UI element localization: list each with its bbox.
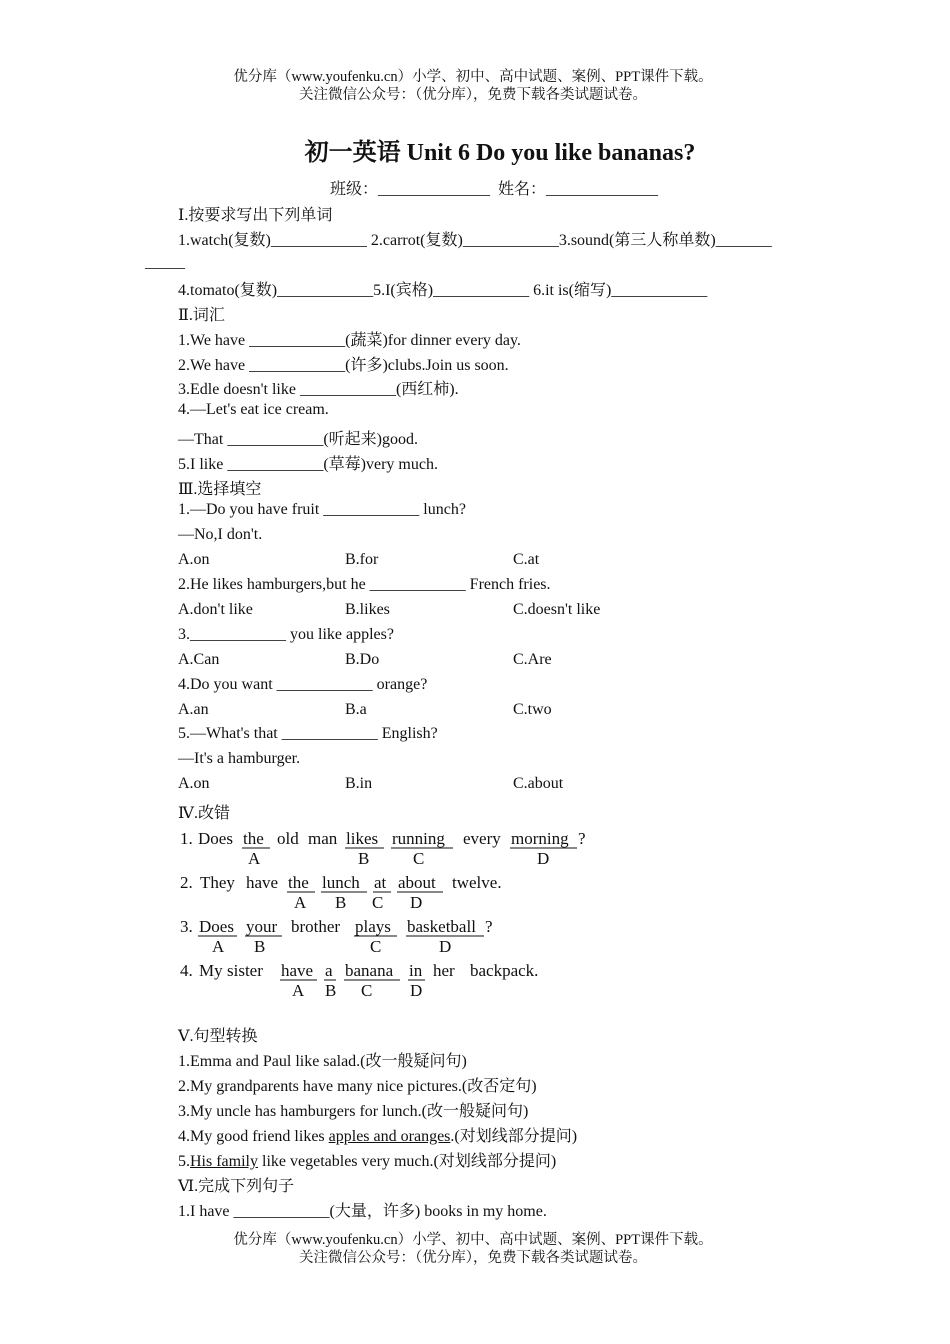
header-line-2: 关注微信公众号：（优分库），免费下载各类试题试卷。 [299, 87, 647, 103]
word-underlined: basketball [407, 917, 476, 936]
word-underlined: have [281, 961, 314, 980]
vocab-item: 4.—Let's eat ice cream. [178, 401, 329, 418]
choice-answer-line: —It's a hamburger. [178, 750, 301, 767]
word-underlined: banana [345, 961, 394, 980]
sentence-number: 1. [180, 829, 193, 848]
error-correction-image [180, 826, 620, 1006]
page-title: 初一英语 Unit 6 Do you like bananas? [304, 140, 696, 166]
page-header [0, 68, 950, 104]
option-mark: A [212, 937, 225, 956]
option-mark: C [413, 849, 425, 868]
section-4-heading: Ⅳ.改错 [178, 805, 230, 822]
choice-question: 5.—What's that ____________ English? [178, 725, 438, 742]
choice-option-a: A.on [178, 775, 210, 792]
vocab-item: —That ____________(听起来)good. [178, 431, 418, 448]
choice-question: 4.Do you want ____________ orange? [178, 676, 428, 693]
section-1-heading: Ⅰ.按要求写出下列单词 [178, 207, 333, 224]
word-underlined: at [374, 873, 387, 892]
word: They [200, 873, 235, 892]
word-underlined: Does [199, 917, 234, 936]
choice-option-c: C.two [513, 701, 552, 718]
transform-item: 5.His family like vegetables very much.(对划线部分提问) [178, 1153, 557, 1170]
transform-item: 4.My good friend likes apples and oranges.(对划线部分提问) [178, 1128, 578, 1145]
option-mark: A [248, 849, 261, 868]
correction-sentence-4 [180, 961, 538, 1000]
vocab-item: 1.We have ____________(蔬菜)for dinner every day. [178, 332, 521, 349]
word-underlined: plays [355, 917, 391, 936]
underlined-phrase: His family [190, 1153, 258, 1170]
sentence-number: 2. [180, 873, 193, 892]
section-6-heading: Ⅵ.完成下列句子 [178, 1178, 295, 1195]
word: ? [485, 917, 493, 936]
choice-question: 3.____________ you like apples? [178, 626, 394, 643]
choice-option-b: B.in [345, 775, 373, 792]
word: ? [578, 829, 586, 848]
choice-option-b: B.a [345, 701, 367, 718]
option-mark: D [410, 981, 423, 1000]
word: brother [291, 917, 341, 936]
sentence-number: 4. [180, 961, 193, 980]
option-mark: C [370, 937, 382, 956]
word-underlined: likes [346, 829, 379, 848]
option-mark: C [361, 981, 373, 1000]
transform-item: 1.Emma and Paul like salad.(改一般疑问句) [178, 1053, 467, 1070]
word-underlined: your [246, 917, 278, 936]
word: Does [198, 829, 233, 848]
underlined-phrase: apples and oranges [328, 1128, 451, 1145]
sentence-number: 3. [180, 917, 193, 936]
choice-question: 2.He likes hamburgers,but he ____________ French fries. [178, 576, 551, 593]
word-underlined: a [325, 961, 333, 980]
correction-sentence-2 [180, 873, 502, 912]
vocab-item: 3.Edle doesn't like ____________(西红柿). [178, 381, 459, 398]
word-underlined: in [409, 961, 423, 980]
choice-option-b: B.for [345, 551, 379, 568]
word-underlined: morning [511, 829, 569, 848]
section-3-heading: Ⅲ.选择填空 [178, 481, 262, 498]
transform-item: 2.My grandparents have many nice pictures.(改否定句) [178, 1078, 537, 1095]
word: man [308, 829, 338, 848]
choice-option-a: A.don't like [178, 601, 253, 618]
choice-option-b: B.Do [345, 651, 380, 668]
option-mark: A [294, 893, 307, 912]
word-underlined: lunch [322, 873, 360, 892]
section-1-row-1: 1.watch(复数)____________ 2.carrot(复数)____________3.sound(第三人称单数)_______ [178, 232, 772, 249]
choice-option-a: A.on [178, 551, 210, 568]
word: have [246, 873, 279, 892]
word: old [277, 829, 299, 848]
word: backpack. [470, 961, 539, 980]
choice-option-a: A.an [178, 701, 209, 718]
section-2-heading: Ⅱ.词汇 [178, 307, 225, 324]
header-line-1: 优分库（www.youfenku.cn）小学、初中、高中试题、案例、PPT课件下载。 [233, 69, 713, 85]
choice-option-a: A.Can [178, 651, 220, 668]
footer-line-2: 关注微信公众号：（优分库），免费下载各类试题试卷。 [299, 1250, 647, 1266]
footer-line-1: 优分库（www.youfenku.cn）小学、初中、高中试题、案例、PPT课件下载。 [233, 1232, 713, 1248]
correction-sentence-1 [180, 829, 586, 868]
choice-option-c: C.doesn't like [513, 601, 601, 618]
choice-answer-line: —No,I don't. [178, 526, 263, 543]
word-underlined: about [398, 873, 436, 892]
section-1-row-1-cont: _____ [145, 254, 185, 271]
option-mark: D [439, 937, 452, 956]
word: her [433, 961, 455, 980]
choice-question: 1.—Do you have fruit ____________ lunch? [178, 501, 466, 518]
option-mark: C [372, 893, 384, 912]
word: every [463, 829, 501, 848]
word: My [199, 961, 223, 980]
transform-item: 3.My uncle has hamburgers for lunch.(改一般疑问句) [178, 1103, 529, 1120]
word-underlined: running [392, 829, 445, 848]
option-mark: D [410, 893, 423, 912]
word: twelve. [452, 873, 502, 892]
correction-sentence-3 [180, 917, 493, 956]
option-mark: B [325, 981, 337, 1000]
choice-option-c: C.about [513, 775, 564, 792]
option-mark: B [254, 937, 266, 956]
choice-option-b: B.likes [345, 601, 390, 618]
class-name-line: 班级：______________ 姓名：______________ [330, 181, 659, 198]
word-underlined: the [288, 873, 309, 892]
page-footer [0, 1231, 950, 1267]
choice-option-c: C.Are [513, 651, 552, 668]
option-mark: B [358, 849, 370, 868]
option-mark: B [335, 893, 347, 912]
vocab-item: 5.I like ____________(草莓)very much. [178, 456, 438, 473]
vocab-item: 2.We have ____________(许多)clubs.Join us soon. [178, 357, 509, 374]
option-mark: A [292, 981, 305, 1000]
section-5-heading: Ⅴ.句型转换 [178, 1028, 258, 1045]
word: sister [227, 961, 263, 980]
section-1-row-2: 4.tomato(复数)____________5.I(宾格)____________ 6.it is(缩写)____________ [178, 282, 708, 299]
choice-option-c: C.at [513, 551, 540, 568]
option-mark: D [537, 849, 550, 868]
word-underlined: the [243, 829, 264, 848]
complete-item: 1.I have ____________(大量，许多) books in my home. [178, 1203, 547, 1220]
